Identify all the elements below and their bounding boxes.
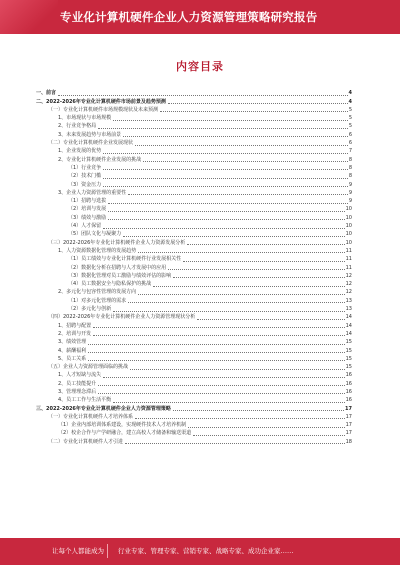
header-bar	[0, 0, 400, 34]
toc-leader-dots	[135, 145, 348, 146]
toc-entry-label: （四）2022-2026年专业化计算机硬件企业人力资源管理现状分析	[48, 314, 196, 321]
toc-entry-page: 9	[348, 198, 352, 205]
toc-leader-dots	[188, 427, 344, 428]
toc-entry[interactable]	[36, 313, 352, 321]
toc-leader-dots	[88, 360, 344, 361]
toc-entry-label: （1）对多元化管理的需求	[68, 297, 127, 304]
toc-entry-page: 7	[348, 148, 352, 155]
toc-entry[interactable]	[36, 346, 352, 354]
toc-entry-page: 17	[345, 422, 352, 429]
toc-entry-page: 4	[348, 98, 352, 105]
toc-leader-dots	[103, 186, 348, 187]
toc-entry[interactable]	[36, 205, 352, 213]
toc-entry-page: 5	[348, 123, 352, 130]
toc-leader-dots	[123, 136, 348, 137]
toc-entry[interactable]	[36, 197, 352, 205]
toc-leader-dots	[125, 443, 345, 444]
toc-entry-label: （3）资金压力	[68, 181, 102, 188]
toc-leader-dots	[168, 269, 344, 270]
toc-leader-dots	[123, 236, 344, 237]
toc-entry-page: 14	[345, 322, 352, 329]
toc-entry[interactable]	[36, 172, 352, 180]
toc-entry-page: 12	[345, 272, 352, 279]
toc-entry[interactable]	[36, 388, 352, 396]
toc-entry[interactable]	[36, 147, 352, 155]
toc-entry[interactable]	[36, 321, 352, 329]
toc-entry-label: （2）培训与发展	[68, 206, 107, 213]
toc-entry-label: 3、企业人力资源管理的重要性	[58, 189, 127, 196]
toc-entry-label: 3、未来发展趋势与市场前景	[58, 131, 122, 138]
toc-entry[interactable]	[36, 305, 352, 313]
toc-entry-page: 13	[345, 297, 352, 304]
toc-entry-page: 16	[345, 372, 352, 379]
toc-entry-page: 6	[348, 140, 352, 147]
toc-entry[interactable]	[36, 338, 352, 346]
toc-entry-page: 14	[345, 330, 352, 337]
toc-leader-dots	[98, 393, 344, 394]
toc-leader-dots	[103, 178, 348, 179]
toc-leader-dots	[93, 327, 344, 328]
toc-entry-label: （4）人才保留	[68, 223, 102, 230]
toc-leader-dots	[143, 161, 348, 162]
toc-entry-page: 16	[345, 388, 352, 395]
toc-entry-page: 18	[345, 438, 352, 445]
toc-entry[interactable]	[36, 222, 352, 230]
toc-leader-dots	[168, 103, 348, 104]
toc-entry-label: 1、市场现状与市场规模	[58, 115, 112, 122]
toc-leader-dots	[93, 335, 344, 336]
toc-entry[interactable]	[36, 421, 352, 429]
toc-entry-label: （2）技术门槛	[68, 173, 102, 180]
toc-entry-label: 2、多元化与包容性管理的发展方向	[58, 289, 137, 296]
toc-entry-label: （5）团队文化与凝聚力	[68, 231, 122, 238]
toc-entry-label: 4、员工工作与生活平衡	[58, 397, 112, 404]
toc-entry[interactable]	[36, 363, 352, 371]
toc-leader-dots	[153, 286, 344, 287]
toc-entry[interactable]	[36, 89, 352, 97]
toc-entry[interactable]	[36, 429, 352, 437]
toc-leader-dots	[183, 261, 344, 262]
toc-entry[interactable]	[36, 413, 352, 421]
toc-entry[interactable]	[36, 130, 352, 138]
toc-entry-label: 5、员工关系	[58, 355, 87, 362]
toc-entry-page: 13	[345, 306, 352, 313]
toc-entry-page: 10	[345, 206, 352, 213]
toc-leader-dots	[135, 418, 345, 419]
toc-entry-label: 3、绩效管理	[58, 339, 87, 346]
toc-entry-page: 10	[345, 239, 352, 246]
toc-entry-page: 11	[345, 264, 352, 271]
toc-entry-page: 16	[345, 397, 352, 404]
toc-leader-dots	[113, 402, 344, 403]
toc-entry-label: 2、员工技能提升	[58, 380, 97, 387]
toc-entry[interactable]	[36, 296, 352, 304]
toc-entry-label: （二）专业化计算机硬件人才引进	[48, 438, 124, 445]
toc-entry-label: （五）企业人力资源管理面临的挑战	[48, 364, 129, 371]
toc-entry-page: 10	[345, 214, 352, 221]
toc-entry-page: 8	[348, 156, 352, 163]
report-title: 专业化计算机硬件企业人力资源管理策略研究报告	[60, 10, 318, 24]
toc-leader-dots	[103, 169, 348, 170]
toc-leader-dots	[128, 194, 348, 195]
footer-divider	[107, 544, 108, 558]
toc-leader-dots	[173, 410, 344, 411]
toc-entry[interactable]	[36, 371, 352, 379]
toc-entry-label: （3）绩效与激励	[68, 214, 107, 221]
toc-entry[interactable]	[36, 288, 352, 296]
toc-leader-dots	[88, 344, 344, 345]
toc-entry[interactable]	[36, 114, 352, 122]
toc-entry-label: （1）企业内部培训体系建设，实现硬件技术人才培养机制	[58, 422, 187, 429]
toc-entry-label: （2）校企合作与产学研融合，建立高校人才储备和输送渠道	[58, 430, 192, 437]
toc-entry-label: 2、培训与开发	[58, 330, 92, 337]
toc-leader-dots	[130, 369, 345, 370]
toc-entry-label: 2、行业竞争格局	[58, 123, 97, 130]
toc-entry-page: 11	[345, 256, 352, 263]
header-accent	[0, 0, 58, 34]
toc-entry[interactable]	[36, 238, 352, 246]
toc-entry-page: 5	[348, 106, 352, 113]
toc-entry[interactable]	[36, 155, 352, 163]
toc-entry-label: （一）专业化计算机硬件人才培养体系	[48, 413, 134, 420]
toc-entry-page: 10	[345, 231, 352, 238]
toc-entry-page: 4	[348, 90, 352, 97]
toc-entry-label: 一、前言	[36, 90, 57, 97]
toc-entry[interactable]	[36, 437, 352, 445]
toc-entry-label: 1、人才短缺与流失	[58, 372, 102, 379]
toc-entry[interactable]	[36, 396, 352, 404]
toc-entry-page: 12	[345, 281, 352, 288]
toc-entry-page: 6	[348, 131, 352, 138]
toc-leader-dots	[103, 228, 344, 229]
toc-entry-page: 14	[345, 314, 352, 321]
toc-entry[interactable]	[36, 139, 352, 147]
toc-entry[interactable]	[36, 404, 352, 412]
toc-entry-label: 1、招聘与配置	[58, 322, 92, 329]
toc-entry[interactable]	[36, 213, 352, 221]
toc-leader-dots	[98, 385, 344, 386]
toc-leader-dots	[98, 128, 348, 129]
toc-entry[interactable]	[36, 272, 352, 280]
toc-entry-label: 3、管理理念滞后	[58, 388, 97, 395]
toc-entry[interactable]	[36, 106, 352, 114]
toc-entry[interactable]	[36, 255, 352, 263]
toc-entry-label: （1）行业竞争	[68, 164, 102, 171]
toc-entry[interactable]	[36, 379, 352, 387]
toc-entry-label: （2）多元化与创新	[68, 306, 112, 313]
toc-entry-page: 17	[345, 413, 352, 420]
toc-entry-page: 9	[348, 181, 352, 188]
toc-leader-dots	[113, 120, 348, 121]
toc-entry-label: 1、人力资源数据化管理的发展趋势	[58, 247, 137, 254]
toc-heading: 内容目录	[176, 60, 224, 73]
toc-entry-page: 15	[345, 355, 352, 362]
toc-leader-dots	[108, 211, 344, 212]
footer-slogan: 让每个人都能成为	[52, 547, 104, 555]
toc-leader-dots	[108, 219, 344, 220]
toc-leader-dots	[173, 277, 344, 278]
toc-entry[interactable]	[36, 355, 352, 363]
toc-entry-label: （3）数据化管理对员工激励与绩效评估的影响	[68, 272, 172, 279]
toc-entry[interactable]	[36, 164, 352, 172]
toc-entry-label: （三）2022-2026年专业化计算机硬件企业人力资源发展分析	[48, 239, 186, 246]
toc-leader-dots	[160, 111, 348, 112]
table-of-contents	[36, 89, 352, 446]
toc-leader-dots	[58, 95, 348, 96]
toc-entry-page: 15	[345, 347, 352, 354]
toc-leader-dots	[197, 319, 344, 320]
toc-entry-page: 16	[345, 380, 352, 387]
toc-leader-dots	[103, 153, 348, 154]
toc-entry[interactable]	[36, 230, 352, 238]
toc-entry-page: 15	[345, 364, 352, 371]
toc-entry-page: 15	[345, 339, 352, 346]
toc-entry[interactable]	[36, 280, 352, 288]
toc-leader-dots	[113, 311, 344, 312]
toc-entry-page: 17	[345, 430, 352, 437]
toc-entry[interactable]	[36, 180, 352, 188]
footer-roles: 行业专家、管理专家、营销专家、战略专家、成功企业家……	[118, 547, 294, 555]
toc-leader-dots	[187, 244, 344, 245]
footer-bar	[0, 538, 400, 565]
toc-entry-label: （1）员工绩效与专业化计算机硬件行业发展相关性	[68, 256, 182, 263]
toc-entry-page: 5	[348, 115, 352, 122]
toc-leader-dots	[193, 435, 344, 436]
toc-leader-dots	[128, 302, 344, 303]
toc-entry[interactable]	[36, 97, 352, 105]
toc-entry-label: 二、2022-2026年专业化计算机硬件市场前景及趋势预测	[36, 98, 166, 105]
toc-entry-label: 4、薪酬福利	[58, 347, 87, 354]
toc-entry-label: （二）专业化计算机硬件企业发展现状	[48, 140, 134, 147]
toc-leader-dots	[138, 252, 344, 253]
toc-entry[interactable]	[36, 122, 352, 130]
toc-entry[interactable]	[36, 330, 352, 338]
toc-entry-label: （2）数据化分析在招聘与人才发展中的应用	[68, 264, 167, 271]
toc-entry[interactable]	[36, 263, 352, 271]
toc-leader-dots	[108, 203, 348, 204]
toc-entry-page: 17	[345, 405, 352, 412]
toc-entry-page: 9	[348, 189, 352, 196]
toc-entry-label: 2、专业化计算机硬件企业发展的挑战	[58, 156, 142, 163]
toc-entry-label: 三、2022-2026年专业化计算机硬件企业人力资源管理策略	[36, 405, 171, 412]
toc-entry[interactable]	[36, 189, 352, 197]
toc-entry-page: 10	[345, 223, 352, 230]
toc-leader-dots	[103, 377, 344, 378]
toc-entry-label: （4）员工数据安全与隐私保护的挑战	[68, 281, 152, 288]
toc-entry[interactable]	[36, 247, 352, 255]
toc-entry-page: 11	[345, 247, 352, 254]
toc-leader-dots	[88, 352, 344, 353]
toc-entry-page: 8	[348, 173, 352, 180]
toc-entry-page: 12	[345, 289, 352, 296]
toc-entry-label: （1）招聘与选拔	[68, 198, 107, 205]
toc-entry-label: （一）专业化计算机硬件市场规模现状及未来预测	[48, 106, 159, 113]
toc-entry-page: 8	[348, 164, 352, 171]
toc-entry-label: 1、企业发展的优势	[58, 148, 102, 155]
toc-leader-dots	[138, 294, 344, 295]
